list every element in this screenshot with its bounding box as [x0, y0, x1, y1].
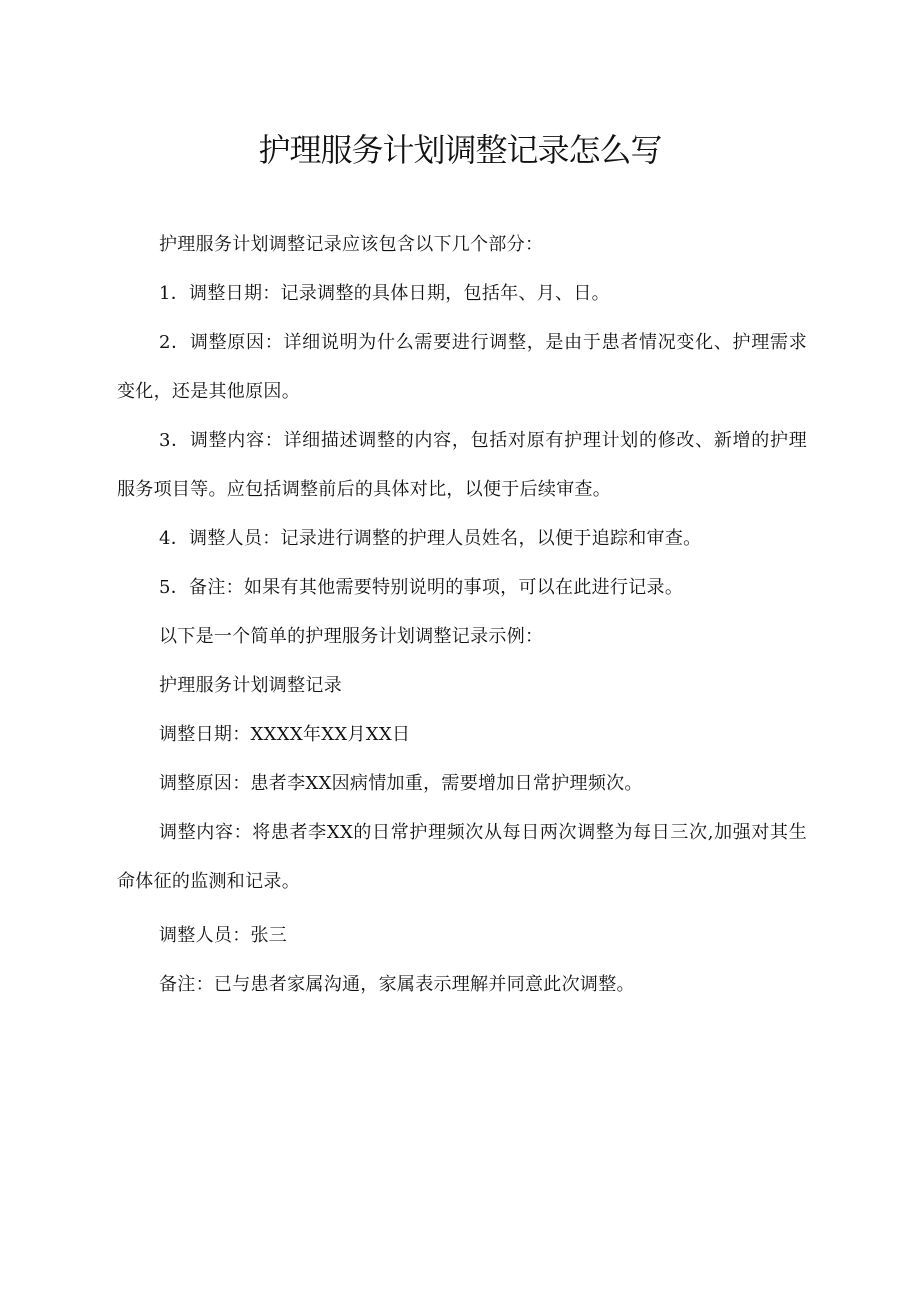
- item-adjust-staff: 4．调整人员：记录进行调整的护理人员姓名，以便于追踪和审查。: [159, 528, 702, 549]
- document-title: 护理服务计划调整记录怎么写: [258, 131, 662, 169]
- example-intro: 以下是一个简单的护理服务计划调整记录示例：: [159, 626, 544, 647]
- item-remarks: 5．备注：如果有其他需要特别说明的事项，可以在此进行记录。: [159, 577, 684, 598]
- example-date: 调整日期：XXXX年XX月XX日: [159, 724, 411, 745]
- item-adjust-reason: 2．调整原因：详细说明为什么需要进行调整，是由于患者情况变化、护理需求变化，还是其他原因。: [117, 332, 807, 402]
- item-adjust-date: 1．调整日期：记录调整的具体日期，包括年、月、日。: [159, 283, 610, 304]
- example-staff: 调整人员：张三: [159, 925, 288, 946]
- example-remarks: 备注：已与患者家属沟通，家属表示理解并同意此次调整。: [159, 974, 635, 995]
- intro-paragraph: 护理服务计划调整记录应该包含以下几个部分：: [159, 234, 544, 255]
- example-content: 调整内容：将患者李XX的日常护理频次从每日两次调整为每日三次,加强对其生命体征的监测和记录。: [117, 822, 807, 892]
- example-reason: 调整原因：患者李XX因病情加重，需要增加日常护理频次。: [159, 773, 643, 794]
- item-adjust-content: 3．调整内容：详细描述调整的内容，包括对原有护理计划的修改、新增的护理服务项目等。应包括调整前后的具体对比，以便于后续审查。: [117, 430, 807, 500]
- example-heading: 护理服务计划调整记录: [159, 675, 342, 696]
- document-body: [117, 220, 807, 1009]
